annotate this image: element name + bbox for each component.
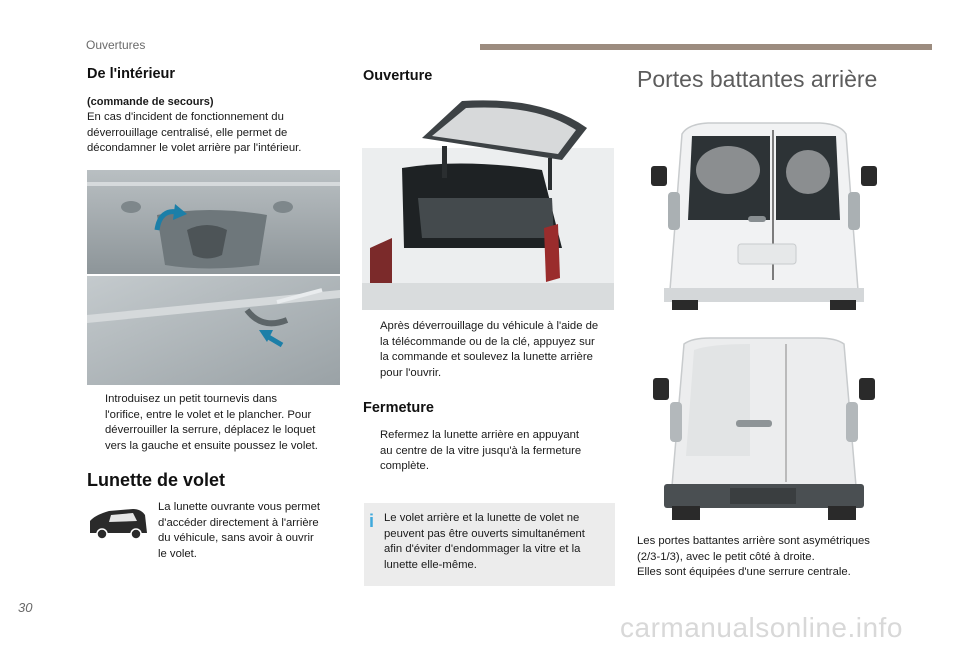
heading-de-linterieur: De l'intérieur bbox=[87, 66, 176, 82]
note-line: Le volet arrière et la lunette de volet ne bbox=[384, 512, 580, 524]
bullet-line: déverrouiller la serrure, déplacez le loquet bbox=[105, 424, 316, 437]
bullet-apres-deverrouillage bbox=[362, 319, 635, 381]
bullet-line: au centre de la vitre jusqu'à la fermeture bbox=[380, 444, 582, 457]
heading-fermeture: Fermeture bbox=[363, 400, 434, 416]
lunette-line: La lunette ouvrante vous permet bbox=[158, 501, 321, 513]
bullet-line: Après déverrouillage du véhicule à l'aide de bbox=[380, 320, 599, 332]
subheading-commande-secours: (commande de secours) bbox=[87, 96, 214, 108]
watermark: carmanualsonline.info bbox=[620, 612, 903, 643]
intro-line: décondamner le volet arrière par l'intérieur. bbox=[87, 142, 302, 155]
heading-lunette-de-volet: Lunette de volet bbox=[87, 470, 226, 490]
van-rear-panel-illustration bbox=[650, 336, 878, 522]
bullet-line: vers la gauche et ensuite poussez le volet. bbox=[105, 439, 318, 452]
bullet-line: la commande et soulevez la lunette arrière bbox=[380, 351, 593, 364]
heading-portes-battantes: Portes battantes arrière bbox=[637, 66, 878, 92]
bullet-line: pour l'ouvrir. bbox=[380, 366, 442, 379]
note-line: afin d'éviter d'endommager la vitre et la bbox=[384, 543, 581, 556]
bullet-line: Refermez la lunette arrière en appuyant bbox=[380, 429, 580, 441]
bullet-refermez bbox=[362, 428, 635, 475]
lunette-paragraph bbox=[158, 500, 343, 562]
portes-paragraph bbox=[637, 534, 937, 581]
tailgate-lock-illustration bbox=[87, 170, 340, 385]
intro-line: En cas d'incident de fonctionnement du bbox=[87, 111, 284, 123]
intro-paragraph bbox=[87, 110, 337, 157]
bullet-line: Introduisez un petit tournevis dans bbox=[105, 393, 278, 405]
info-note-box bbox=[364, 503, 615, 586]
heading-ouverture: Ouverture bbox=[363, 68, 433, 84]
page-number: 30 bbox=[18, 600, 33, 615]
lunette-line: du véhicule, sans avoir à ouvrir bbox=[158, 532, 314, 545]
intro-line: déverrouillage centralisé, elle permet de bbox=[87, 126, 288, 139]
note-text bbox=[384, 511, 612, 573]
bullet-line: complète. bbox=[380, 460, 429, 473]
bullet-line: l'orifice, entre le volet et le plancher. Pour bbox=[105, 408, 312, 421]
lunette-line: d'accéder directement à l'arrière bbox=[158, 516, 319, 529]
portes-line: Elles sont équipées d'une serrure centrale. bbox=[637, 566, 851, 579]
bullet-line: la télécommande ou de la clé, appuyez sur bbox=[380, 335, 595, 348]
info-icon: i bbox=[369, 511, 375, 531]
rear-window-open-illustration bbox=[362, 98, 614, 310]
van-side-icon bbox=[87, 505, 153, 541]
portes-line: (2/3-1/3), avec le petit côté à droite. bbox=[637, 550, 815, 563]
note-line: lunette elle-même. bbox=[384, 558, 477, 571]
note-line: peuvent pas être ouverts simultanément bbox=[384, 527, 585, 540]
bullet-introduisez bbox=[87, 392, 360, 454]
section-title: Ouvertures bbox=[86, 38, 146, 52]
portes-line: Les portes battantes arrière sont asymétriques bbox=[637, 535, 870, 547]
van-rear-glazed-illustration bbox=[648, 120, 880, 310]
header-rule bbox=[480, 44, 932, 50]
lunette-line: le volet. bbox=[158, 547, 197, 560]
